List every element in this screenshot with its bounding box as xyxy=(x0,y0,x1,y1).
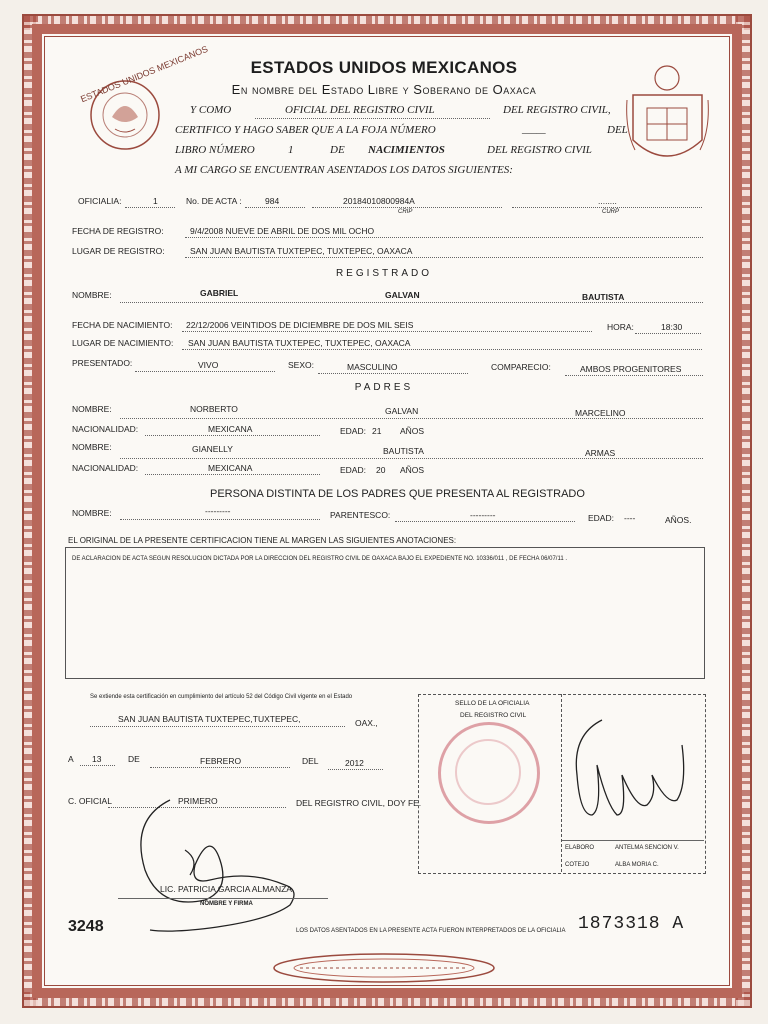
madre-nacionalidad-label: NACIONALIDAD: xyxy=(72,463,139,473)
padre-apellido-paterno: GALVAN xyxy=(385,406,419,416)
dotline xyxy=(312,207,502,208)
anotaciones-heading: EL ORIGINAL DE LA PRESENTE CERTIFICACION TIENE AL MARGEN LAS SIGUIENTES ANOTACIONES: xyxy=(68,536,457,545)
dotline xyxy=(512,207,702,208)
padre-edad-label: EDAD: xyxy=(340,426,366,436)
presentado-value: VIVO xyxy=(198,360,219,370)
anotaciones-box xyxy=(65,547,705,679)
official-seal-icon xyxy=(438,722,540,824)
intro-libro: LIBRO NÚMERO xyxy=(175,144,255,156)
dotline xyxy=(135,371,275,372)
anotaciones-text: DE ACLARACION DE ACTA SEGUN RESOLUCION DICTADA POR LA DIRECCION DEL REGISTRO CIVIL DE OAXACA BAJO EL EXPEDIENTE NO. 10336/011 , DE FECHA 06/07/11 . xyxy=(72,556,568,562)
sexo-label: SEXO: xyxy=(288,360,314,370)
sello-title-1: SELLO DE LA OFICIALIA xyxy=(455,700,530,707)
doy-fe-text: DEL REGISTRO CIVIL, DOY FE. xyxy=(296,798,422,808)
persona-edad: ---- xyxy=(624,513,636,523)
dotline xyxy=(255,118,490,119)
comparecio-value: AMBOS PROGENITORES xyxy=(580,364,682,374)
registrado-heading: REGISTRADO xyxy=(335,268,433,279)
intro-a-mi-cargo: A MI CARGO SE ENCUENTRAN ASENTADOS LOS DATOS SIGUIENTES: xyxy=(175,164,513,176)
fecha-registro-label: FECHA DE REGISTRO: xyxy=(72,226,164,236)
dotline xyxy=(118,898,328,899)
fecha-de-label: DE xyxy=(128,754,140,764)
dotline xyxy=(125,207,175,208)
lugar-registro-value: SAN JUAN BAUTISTA TUXTEPEC, TUXTEPEC, OAXACA xyxy=(190,246,413,256)
padre-nombre: NORBERTO xyxy=(190,404,238,414)
expedicion-anio: 2012 xyxy=(345,758,364,768)
dotline xyxy=(328,769,383,770)
fecha-a-label: A xyxy=(68,754,74,764)
intro-del: DEL xyxy=(607,124,628,136)
dotline xyxy=(145,474,320,475)
hora-label: HORA: xyxy=(607,322,634,332)
dotline xyxy=(150,767,290,768)
seal-text: ESTADOS UNIDOS MEXICANOS xyxy=(79,43,210,105)
document-title: ESTADOS UNIDOS MEXICANOS xyxy=(250,58,518,77)
madre-nombre: GIANELLY xyxy=(192,444,233,454)
fecha-registro-value: 9/4/2008 NUEVE DE ABRIL DE DOS MIL OCHO xyxy=(190,226,375,236)
sello-title-2: DEL REGISTRO CIVIL xyxy=(460,712,527,719)
expedicion-dia: 13 xyxy=(92,754,102,764)
sexo-value: MASCULINO xyxy=(347,362,398,372)
curp-label: CURP xyxy=(602,209,620,215)
official-signature xyxy=(110,790,360,940)
intro-oficial: OFICIAL DEL REGISTRO CIVIL xyxy=(285,104,435,116)
intro-del-registro-civil: DEL REGISTRO CIVIL xyxy=(487,144,592,156)
oficialia-label: OFICIALIA: xyxy=(78,196,122,206)
dotline xyxy=(80,765,115,766)
elaboro-value: ANTELMA SENCION V. xyxy=(615,845,679,851)
dotline xyxy=(90,726,345,727)
expedicion-lugar: SAN JUAN BAUTISTA TUXTEPEC,TUXTEPEC, xyxy=(118,714,301,724)
intro-certifico: CERTIFICO Y HAGO SABER QUE A LA FOJA NÚMERO xyxy=(175,124,436,136)
persona-distinta-heading: PERSONA DISTINTA DE LOS PADRES QUE PRESENTA AL REGISTRADO xyxy=(210,488,585,500)
seal-inner-ring xyxy=(455,739,521,805)
fecha-del-label: DEL xyxy=(302,756,319,766)
presentado-label: PRESENTADO: xyxy=(72,358,133,368)
padre-nacionalidad-label: NACIONALIDAD: xyxy=(72,424,139,434)
folio-number: 1873318 A xyxy=(578,914,685,934)
intro-nacimientos: NACIMIENTOS xyxy=(368,144,445,156)
dotline xyxy=(120,418,703,419)
crip-value: 20184010800984A xyxy=(343,196,415,206)
control-number: 3248 xyxy=(68,918,104,935)
madre-edad: 20 xyxy=(376,465,386,475)
dotline xyxy=(120,302,703,303)
bottom-ornament-icon xyxy=(270,950,498,986)
dotline xyxy=(145,435,320,436)
oficialia-value: 1 xyxy=(153,196,158,206)
padre-apellido-materno: MARCELINO xyxy=(575,408,626,418)
fecha-nacimiento-value: 22/12/2006 VEINTIDOS DE DICIEMBRE DE DOS MIL SEIS xyxy=(186,320,414,330)
expedicion-legal-text: Se extiende esta certificación en cumplimiento del artículo 52 del Código Civil vigente en el Estado xyxy=(90,694,353,700)
elaboro-label: ELABORO xyxy=(565,845,595,851)
dotline xyxy=(120,458,703,459)
footer-note: LOS DATOS ASENTADOS EN LA PRESENTE ACTA FUERON INTERPRETADOS DE LA OFICIALIA xyxy=(296,928,566,934)
dotline xyxy=(245,207,305,208)
madre-nombre-label: NOMBRE: xyxy=(72,442,112,452)
dotline xyxy=(562,840,704,841)
c-oficial-value: PRIMERO xyxy=(178,796,218,806)
padre-nacionalidad: MEXICANA xyxy=(208,424,253,434)
persona-edad-label: EDAD: xyxy=(588,513,614,523)
lugar-registro-label: LUGAR DE REGISTRO: xyxy=(72,246,165,256)
hora-value: 18:30 xyxy=(661,322,683,332)
intro-y-como: Y COMO xyxy=(190,104,232,116)
persona-anos-label: AÑOS. xyxy=(665,515,692,525)
madre-anos-label: AÑOS xyxy=(400,465,425,475)
dotline xyxy=(182,331,592,332)
padre-anos-label: AÑOS xyxy=(400,426,425,436)
intro-del-registro: DEL REGISTRO CIVIL, xyxy=(503,104,611,116)
lugar-nacimiento-value: SAN JUAN BAUTISTA TUXTEPEC, TUXTEPEC, OAXACA xyxy=(188,338,411,348)
madre-apellido-paterno: BAUTISTA xyxy=(383,446,424,456)
madre-nacionalidad: MEXICANA xyxy=(208,463,253,473)
c-oficial-label: C. OFICIAL xyxy=(68,796,112,806)
cotejo-label: COTEJO xyxy=(565,862,590,868)
comparecio-label: COMPARECIO: xyxy=(491,362,551,372)
padre-edad: 21 xyxy=(372,426,382,436)
intro-libro-num: 1 xyxy=(288,144,294,156)
expedicion-mes: FEBRERO xyxy=(200,756,242,766)
madre-edad-label: EDAD: xyxy=(340,465,366,475)
cotejo-value: ALBA MORIA C. xyxy=(615,862,659,868)
dotline xyxy=(185,237,703,238)
no-acta-value: 984 xyxy=(265,196,280,206)
firmante-name: LIC. PATRICIA GARCIA ALMANZA xyxy=(160,884,292,894)
expedicion-oax: OAX., xyxy=(355,718,378,728)
seal-signature xyxy=(562,705,707,840)
padres-heading: PADRES xyxy=(354,382,414,393)
parentesco-label: PARENTESCO: xyxy=(330,510,391,520)
curp-value: ........ xyxy=(598,196,617,206)
registrado-nombre-label: NOMBRE: xyxy=(72,290,112,300)
persona-nombre: --------- xyxy=(205,506,231,516)
registrado-nombre: GABRIEL xyxy=(200,288,239,298)
intro-de: DE xyxy=(330,144,345,156)
nombre-y-firma-label: NOMBRE Y FIRMA xyxy=(200,901,253,907)
fecha-nacimiento-label: FECHA DE NACIMIENTO: xyxy=(72,320,173,330)
dotline xyxy=(395,521,575,522)
registrado-apellido-materno: BAUTISTA xyxy=(582,292,625,302)
madre-apellido-materno: ARMAS xyxy=(585,448,616,458)
document-subtitle: En nombre del Estado Libre y Soberano de Oaxaca xyxy=(231,82,537,97)
dotline xyxy=(565,375,703,376)
dotline xyxy=(182,349,702,350)
lugar-nacimiento-label: LUGAR DE NACIMIENTO: xyxy=(72,338,174,348)
intro-foja: _____ xyxy=(522,124,546,134)
dotline xyxy=(635,333,701,334)
persona-nombre-label: NOMBRE: xyxy=(72,508,112,518)
padre-nombre-label: NOMBRE: xyxy=(72,404,112,414)
crip-label: CRIP xyxy=(398,209,413,215)
dotline xyxy=(185,257,703,258)
no-acta-label: No. DE ACTA : xyxy=(186,196,242,206)
dotline xyxy=(120,519,320,520)
parentesco-value: --------- xyxy=(470,510,496,520)
registrado-apellido-paterno: GALVAN xyxy=(385,290,420,300)
dotline xyxy=(318,373,468,374)
